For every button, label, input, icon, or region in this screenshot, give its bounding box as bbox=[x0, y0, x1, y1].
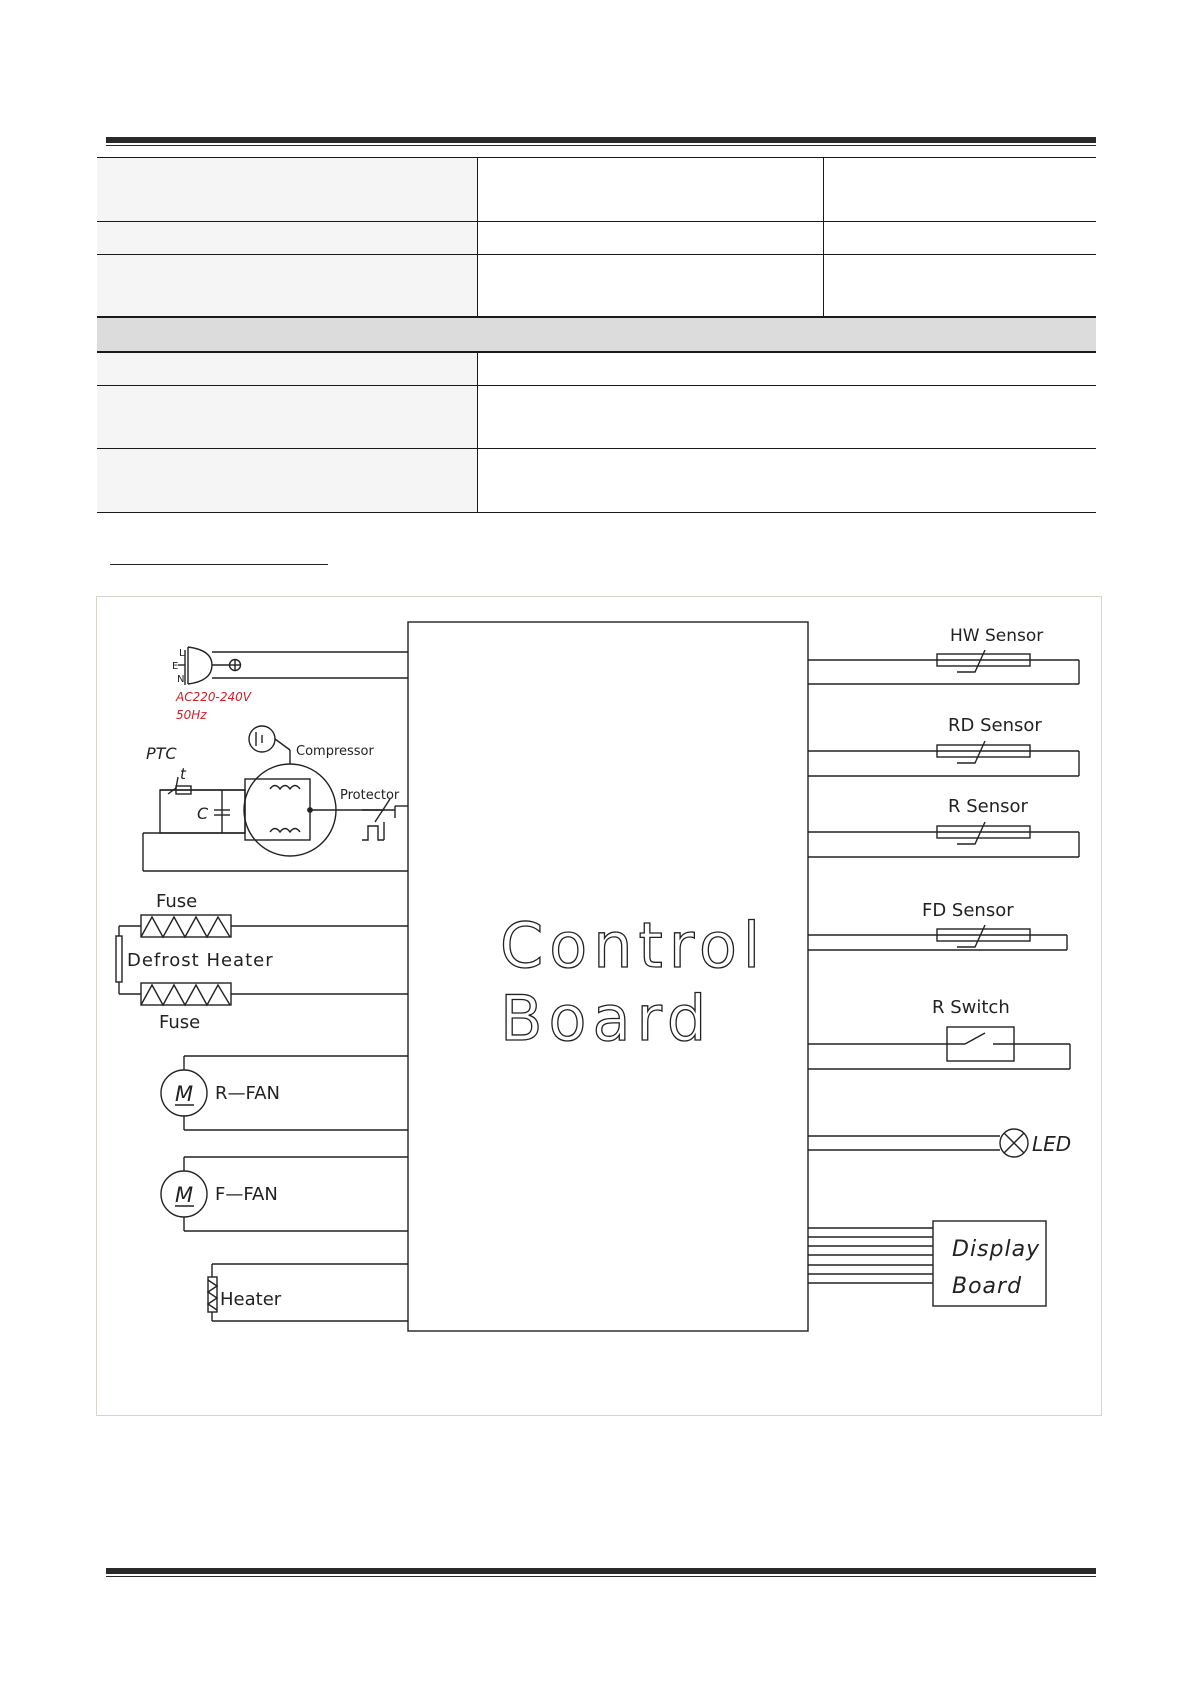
r-switch-label: R Switch bbox=[932, 997, 1010, 1018]
heater-circuit bbox=[208, 1264, 408, 1321]
fuse-top-label: Fuse bbox=[156, 891, 198, 912]
led-circuit bbox=[808, 1129, 1071, 1157]
f-fan-label: F—FAN bbox=[215, 1184, 278, 1205]
f-fan-circuit bbox=[161, 1157, 408, 1231]
r-sensor-label: R Sensor bbox=[948, 796, 1028, 817]
plug-voltage: AC220-240V bbox=[176, 690, 251, 704]
capacitor-label: C bbox=[197, 804, 209, 823]
plug-frequency: 50Hz bbox=[176, 708, 207, 722]
rd-sensor-circuit bbox=[808, 715, 1079, 776]
fd-sensor-label: FD Sensor bbox=[922, 900, 1014, 921]
ptc-symbol: t bbox=[180, 765, 186, 783]
led-label: LED bbox=[1032, 1132, 1072, 1156]
plug-pin-n: N bbox=[177, 674, 185, 685]
control-board-label-line1: Control bbox=[500, 909, 767, 982]
protector-label: Protector bbox=[340, 788, 400, 803]
footer-rule-thin bbox=[106, 1576, 1096, 1577]
r-sensor-circuit bbox=[808, 796, 1079, 857]
hw-sensor-circuit bbox=[808, 626, 1079, 684]
footer-rule-thick bbox=[106, 1568, 1096, 1574]
r-fan-symbol: M bbox=[175, 1082, 194, 1106]
power-plug bbox=[172, 647, 408, 722]
rd-sensor-label: RD Sensor bbox=[948, 715, 1042, 736]
hw-sensor-label: HW Sensor bbox=[950, 626, 1044, 646]
heater-label: Heater bbox=[220, 1289, 282, 1310]
ptc-label: PTC bbox=[146, 744, 177, 763]
r-switch-circuit bbox=[808, 997, 1070, 1069]
fuse-bottom-label: Fuse bbox=[159, 1012, 201, 1033]
control-board-label-line2: Board bbox=[500, 982, 713, 1055]
plug-pin-l: L bbox=[179, 648, 185, 659]
defrost-heater-circuit bbox=[116, 891, 408, 1033]
display-board-label-line1: Display bbox=[952, 1237, 1041, 1262]
compressor-circuit bbox=[143, 726, 408, 871]
plug-pin-e: E bbox=[172, 661, 179, 672]
r-fan-label: R—FAN bbox=[215, 1083, 280, 1104]
compressor-label: Compressor bbox=[296, 744, 374, 759]
fd-sensor-circuit bbox=[808, 900, 1067, 950]
r-fan-circuit bbox=[161, 1056, 408, 1130]
defrost-heater-element bbox=[116, 936, 122, 982]
display-board-label-line2: Board bbox=[952, 1274, 1023, 1299]
f-fan-symbol: M bbox=[175, 1183, 194, 1207]
display-board-circuit bbox=[808, 1221, 1046, 1306]
defrost-heater-label: Defrost Heater bbox=[127, 950, 274, 971]
